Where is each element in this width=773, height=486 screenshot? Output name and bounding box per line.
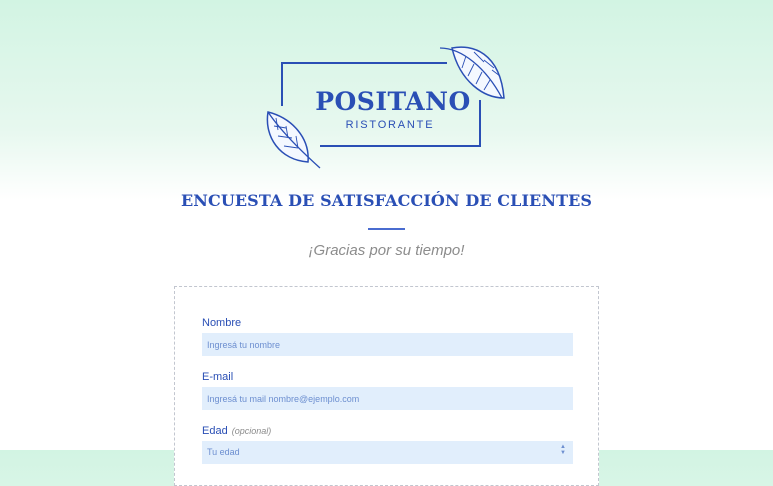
- age-select[interactable]: [202, 441, 573, 464]
- survey-form: [174, 286, 599, 486]
- title-divider: [368, 228, 405, 230]
- brand-subtitle: RISTORANTE: [345, 119, 435, 131]
- optional-hint: (opcional): [231, 426, 272, 436]
- select-arrows-icon: ▲ ▼: [560, 444, 566, 456]
- name-input[interactable]: [202, 333, 573, 356]
- name-label: Nombre: [202, 317, 242, 329]
- email-input[interactable]: [202, 387, 573, 410]
- restaurant-logo: [262, 42, 512, 170]
- page-tagline: ¡Gracias por su tiempo!: [308, 242, 465, 259]
- age-label: Edad (opcional): [202, 425, 272, 437]
- page-title: ENCUESTA DE SATISFACCIÓN DE CLIENTES: [180, 191, 593, 210]
- age-select-placeholder: Tu edad: [207, 447, 240, 457]
- email-label: E-mail: [202, 371, 234, 383]
- brand-name: POSITANO: [315, 87, 471, 116]
